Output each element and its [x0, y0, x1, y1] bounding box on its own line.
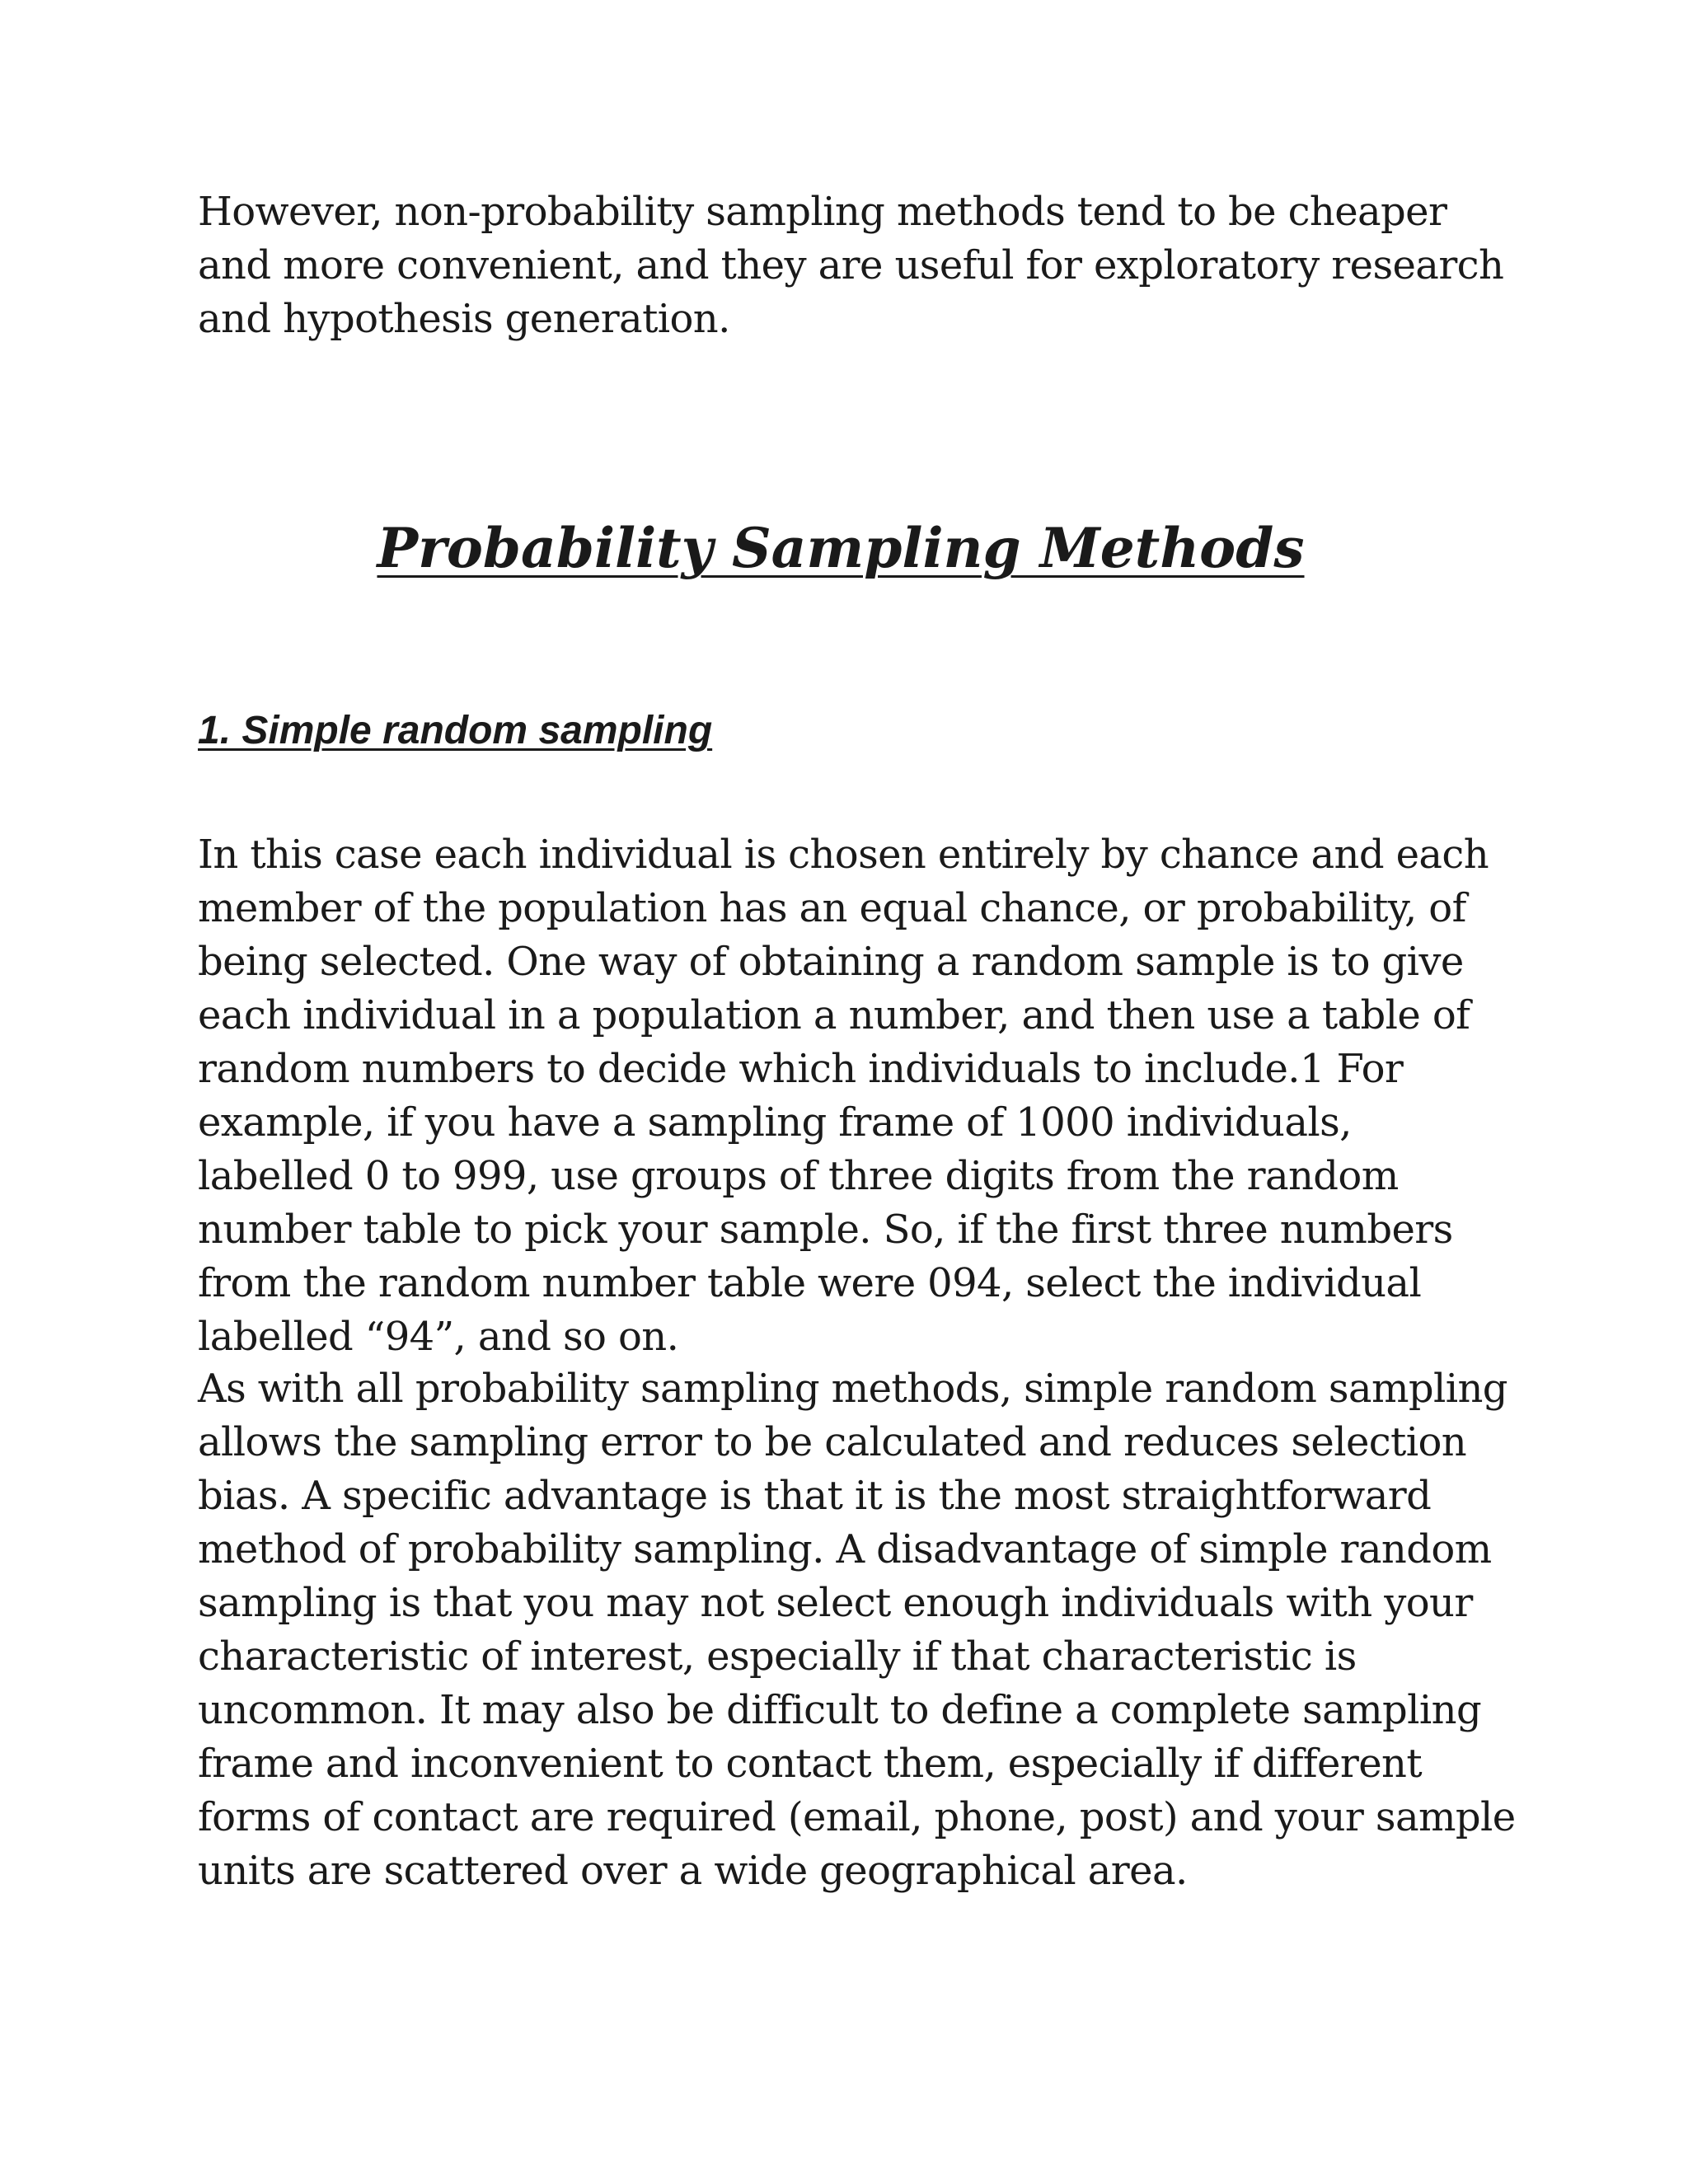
- document-page: [198, 185, 1517, 1894]
- section-title: Probability Sampling Methods: [377, 516, 1305, 580]
- intro-paragraph: However, non-probability sampling methods tend to be cheaper and more convenient, and they are useful for exploratory research and hypothesis generation.: [198, 189, 1504, 342]
- body-paragraph-1: In this case each individual is chosen entirely by chance and each member of the population has an equal chance, or probability, of being selected. One way of obtaining a random sample is to give each individual in a population a number, and then use a table of random numbers to decide which individuals to include.1 For example, if you have a sampling frame of 1000 individuals, labelled 0 to 999, use groups of three digits from the random number table to pick your sample. So, if the first three numbers from the random number table were 094, select the individual labelled “94”, and so on.: [198, 832, 1489, 1360]
- body-paragraph-2: As with all probability sampling methods, simple random sampling allows the sampling error to be calculated and reduces selection bias. A specific advantage is that it is the most straightforward method of probability sampling. A disadvantage of simple random sampling is that you may not select enough individuals with your characteristic of interest, especially if that characteristic is uncommon. It may also be difficult to define a complete sampling frame and inconvenient to contact them, especially if different forms of contact are required (email, phone, post) and your sample units are scattered over a wide geographical area.: [198, 1366, 1516, 1894]
- subsection-title: 1. Simple random sampling: [198, 709, 713, 752]
